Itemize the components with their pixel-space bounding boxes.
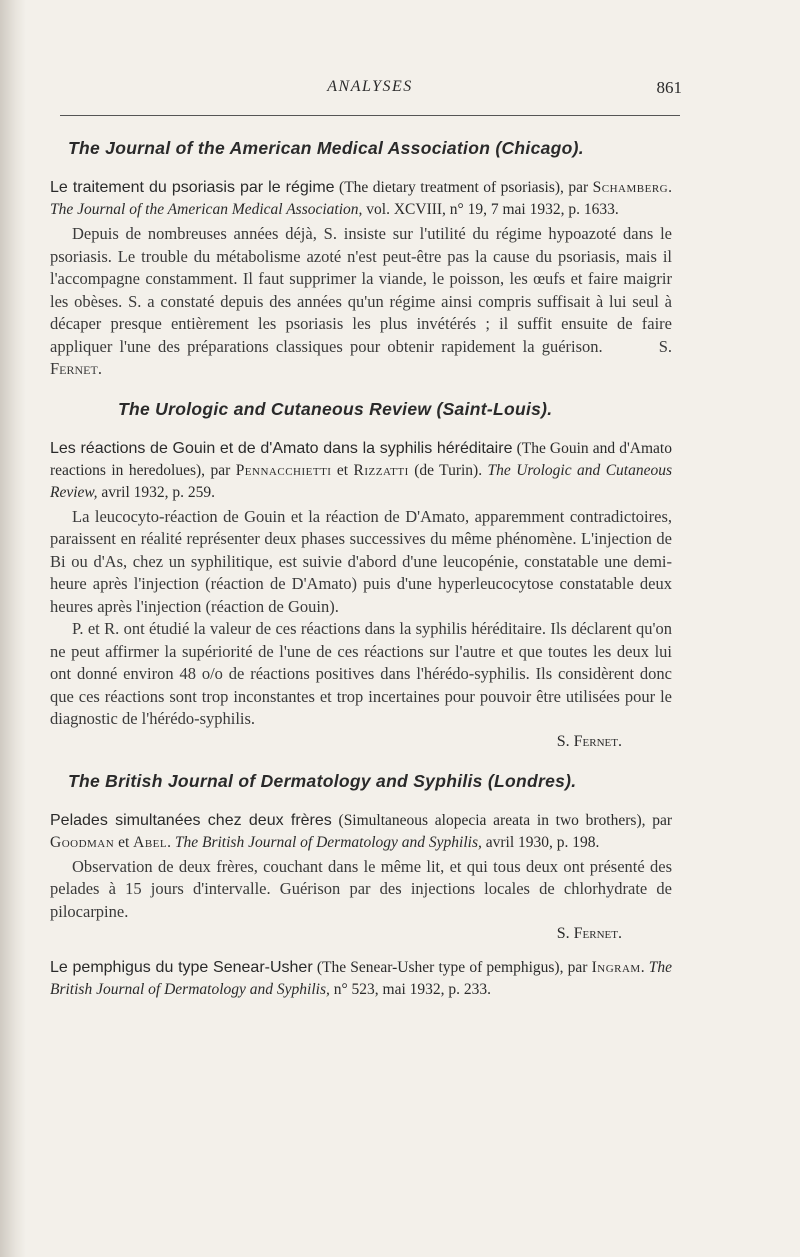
signature: S. Fernet. — [556, 925, 622, 942]
reference-text: . — [167, 833, 175, 851]
author-name: Abel — [133, 833, 168, 851]
header-rule — [60, 115, 680, 116]
journal-source: The British Journal of Dermatology and Syphilis, — [174, 833, 482, 851]
journal-title: The British Journal of Dermatology and Syphilis (Londres). — [68, 770, 577, 791]
reference-text: (The dietary treatment of psoriasis), par — [334, 179, 593, 196]
reference-text: . — [668, 179, 672, 196]
article-abstract — [50, 223, 672, 381]
journal-section — [50, 138, 672, 381]
reference-text: (Simultaneous alopecia areata in two brothers), par — [331, 811, 672, 829]
article-reference — [50, 438, 672, 504]
author-name: Goodman — [50, 833, 115, 851]
article-entry — [50, 810, 672, 946]
reference-text: (The Senear-Usher type of pemphigus), par — [312, 959, 592, 976]
journal-source: The Urologic and Cutaneous Review, — [50, 461, 673, 501]
article-title: Le pemphigus du type Senear-Usher — [50, 959, 313, 976]
author-name: Schamberg — [592, 179, 669, 196]
page-number: 861 — [656, 78, 682, 97]
article-title: Les réactions de Gouin et de d'Amato dans la syphilis héréditaire — [50, 439, 513, 457]
article-reference — [50, 810, 672, 854]
article-entry — [50, 177, 672, 381]
signature: S. Fernet. — [556, 732, 622, 750]
reference-text: et — [331, 461, 354, 479]
article-abstract: Observation de deux frères, couchant dans le même lit, et qui tous deux ont présenté des pelades à 15 jours d'intervalle. Guérison par des injections locales de chlorhydrate de pilocarpine. — [50, 856, 672, 921]
reference-text: et — [114, 833, 134, 851]
article-reference — [50, 177, 672, 221]
article-title: Pelades simultanées chez deux frères — [50, 811, 332, 829]
author-name: Pennacchietti — [235, 461, 332, 479]
journal-section — [50, 771, 672, 1002]
page-content — [50, 138, 672, 1001]
journal-title: The Journal of the American Medical Association (Chicago). — [68, 138, 584, 158]
reference-text: avril 1930, p. 198. — [481, 833, 600, 851]
page-edge-shadow — [0, 0, 26, 1257]
article-entry — [50, 957, 672, 1001]
article-title: Le traitement du psoriasis par le régime — [50, 179, 335, 196]
journal-source: The Journal of the American Medical Association, — [50, 201, 363, 218]
running-title: ANALYSES — [327, 78, 413, 95]
reference-text: . — [640, 959, 649, 976]
article-entry — [50, 438, 672, 753]
page-header — [60, 78, 680, 100]
reference-text: (The Gouin and d'Amato reactions in heredolues), par — [50, 439, 672, 479]
journal-section — [50, 399, 672, 753]
article-abstract: P. et R. ont étudié la valeur de ces réactions dans la syphilis héréditaire. Ils déclarent qu'on ne peut affirmer la supériorité de l'une de ces réactions sur l'autre et que toutes les deux lui ont donné environ 48 o/o de réactions positives dans l'hérédo-syphilis. Ils considèrent donc que ces réactions sont trop inconstantes et trop incertaines pour pouvoir être utilisées pour le diagnostic de l'hérédo-syphilis. — [50, 619, 672, 728]
journal-title: The Urologic and Cutaneous Review (Saint-Louis). — [118, 398, 553, 419]
author-name: Rizzatti — [353, 461, 409, 479]
reference-text: avril 1932, p. 259. — [97, 483, 216, 501]
reference-text: vol. XCVIII, n° 19, 7 mai 1932, p. 1633. — [362, 201, 619, 218]
journal-source: The British Journal of Dermatology and Syphilis, — [50, 959, 673, 998]
article-abstract: La leucocyto-réaction de Gouin et la réaction de D'Amato, apparemment contradictoires, paraissent en réalité représenter deux phases successives du même phénomène. L'injection de Bi ou d'As, chez un syphilitique, est suivie d'abord d'une leucopénie, constatable une demi-heure après l'injection (réaction de D'Amato) puis d'une hyperleucocytose constatable deux heures après l'injection (réaction de Gouin). — [50, 506, 672, 616]
abstract-text: Depuis de nombreuses années déjà, S. insiste sur l'utilité du régime hypoazoté dans le psoriasis. Le trouble du métabolisme azoté n'est peut-être pas la cause du psoriasis, mais il l'accompagne constamment. Il faut supprimer la viande, le poisson, les œufs et faire maigrir les obèses. S. a constaté depuis des années qu'un régime ainsi compris suffisait à lui seul à décaper presque entièrement les psoriasis les plus invétérés ; il suffit ensuite de faire appliquer l'une des préparations classiques pour obtenir rapidement la guérison. — [50, 224, 672, 356]
reference-text: (de Turin). — [408, 461, 488, 479]
reference-text: n° 523, mai 1932, p. 233. — [329, 981, 492, 998]
author-name: Ingram — [591, 959, 641, 976]
article-reference — [50, 957, 672, 1001]
signature: S. Fernet. — [50, 336, 672, 378]
